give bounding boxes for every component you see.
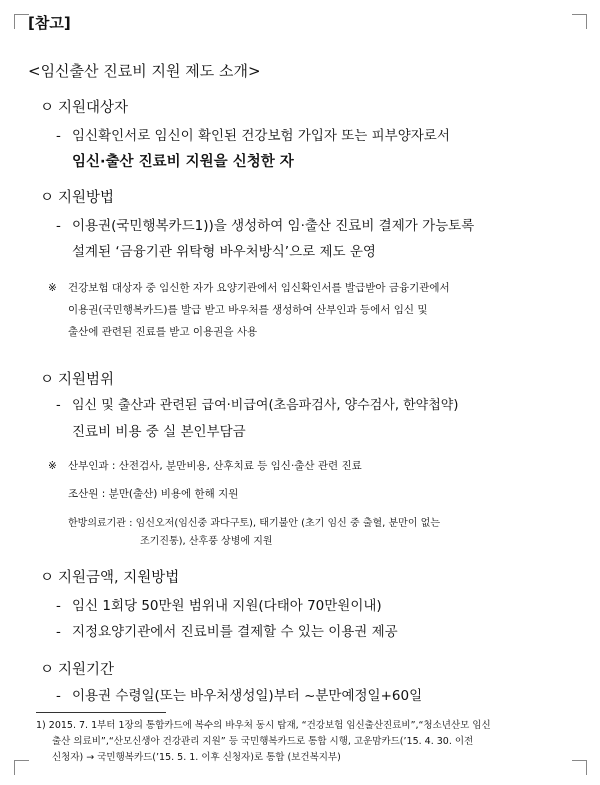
footnote-divider	[36, 712, 166, 713]
page-title: <임신출산 진료비 지원 제도 소개>	[28, 62, 261, 80]
bullet-symbol: ㅇ	[40, 190, 55, 206]
section-line: - 이용권(국민행복카드1))을 생성하여 임·출산 진료비 결제가 가능토록	[56, 218, 475, 234]
footnote-line: 신청자) → 국민행복카드(’15. 5. 1. 이후 신청자)로 통합 (보건복지부)	[52, 752, 341, 763]
dash-symbol: -	[56, 128, 61, 144]
corner-mark-top-right	[572, 14, 587, 29]
bullet-symbol: ㅇ	[40, 570, 55, 586]
section-line: - 임신 1회당 50만원 범위내 지원(다태아 70만원이내)	[56, 598, 382, 614]
corner-mark-bottom-left	[14, 760, 29, 775]
section-heading-scope: ㅇ 지원범위	[40, 368, 114, 389]
dash-symbol: -	[56, 218, 61, 234]
footnote-line: 1) 2015. 7. 1부터 1장의 통합카드에 복수의 바우처 동시 탑재, “건강보험 임신출산진료비”,“청소년산모 임신	[36, 720, 491, 731]
bullet-symbol: ㅇ	[40, 100, 55, 116]
dash-symbol: -	[56, 598, 61, 614]
dash-symbol: -	[56, 398, 61, 413]
corner-mark-bottom-right	[572, 760, 587, 775]
bullet-symbol: ㅇ	[40, 372, 55, 388]
section-line: - 지정요양기관에서 진료비를 결제할 수 있는 이용권 제공	[56, 624, 398, 640]
section-heading-period: ㅇ 지원기간	[40, 658, 114, 679]
note-symbol: ※	[48, 460, 57, 472]
section-line-bold: 임신·출산 진료비 지원을 신청한 자	[72, 154, 294, 170]
corner-mark-top-left	[14, 14, 29, 29]
note-line: 조산원 : 분만(출산) 비용에 한해 지원	[68, 488, 239, 500]
section-line: - 임신 및 출산과 관련된 급여·비급여(초음파검사, 양수검사, 한약첩약)	[56, 398, 459, 413]
dash-symbol: -	[56, 624, 61, 640]
note-line: 출산에 관련된 진료를 받고 이용권을 사용	[68, 326, 258, 338]
note-line: 이용권(국민행복카드)를 발급 받고 바우처를 생성하여 산부인과 등에서 임신 및	[68, 304, 428, 316]
section-heading-method: ㅇ 지원방법	[40, 186, 114, 207]
reference-tag: [참고]	[28, 14, 71, 32]
note-line: ※ 건강보험 대상자 중 임신한 자가 요양기관에서 임신확인서를 발급받아 금융기관에서	[48, 282, 450, 294]
note-line: ※ 산부인과 : 산전검사, 분만비용, 산후치료 등 임신·출산 관련 진료	[48, 460, 362, 472]
section-line: - 이용권 수령일(또는 바우처생성일)부터 ~분만예정일+60일	[56, 688, 423, 704]
note-line: 조기진통), 산후풍 상병에 지원	[140, 536, 273, 547]
section-line: - 임신확인서로 임신이 확인된 건강보험 가입자 또는 피부양자로서	[56, 128, 450, 144]
section-heading-target: ㅇ 지원대상자	[40, 96, 128, 117]
note-line: 한방의료기관 : 임신오저(임신중 과다구토), 태기불안 (초기 임신 중 출혈, 분만이 없는	[68, 518, 440, 529]
section-line: 설계된 ‘금융기관 위탁형 바우처방식’으로 제도 운영	[72, 244, 376, 260]
section-line: 진료비 비용 중 실 본인부담금	[72, 424, 246, 440]
note-symbol: ※	[48, 282, 57, 294]
dash-symbol: -	[56, 688, 61, 704]
section-heading-amount: ㅇ 지원금액, 지원방법	[40, 566, 179, 587]
bullet-symbol: ㅇ	[40, 662, 55, 678]
footnote-line: 출산 의료비”,“산모신생아 건강관리 지원” 등 국민행복카드로 통합 시행, 고운맘카드(’15. 4. 30. 이전	[52, 736, 474, 747]
